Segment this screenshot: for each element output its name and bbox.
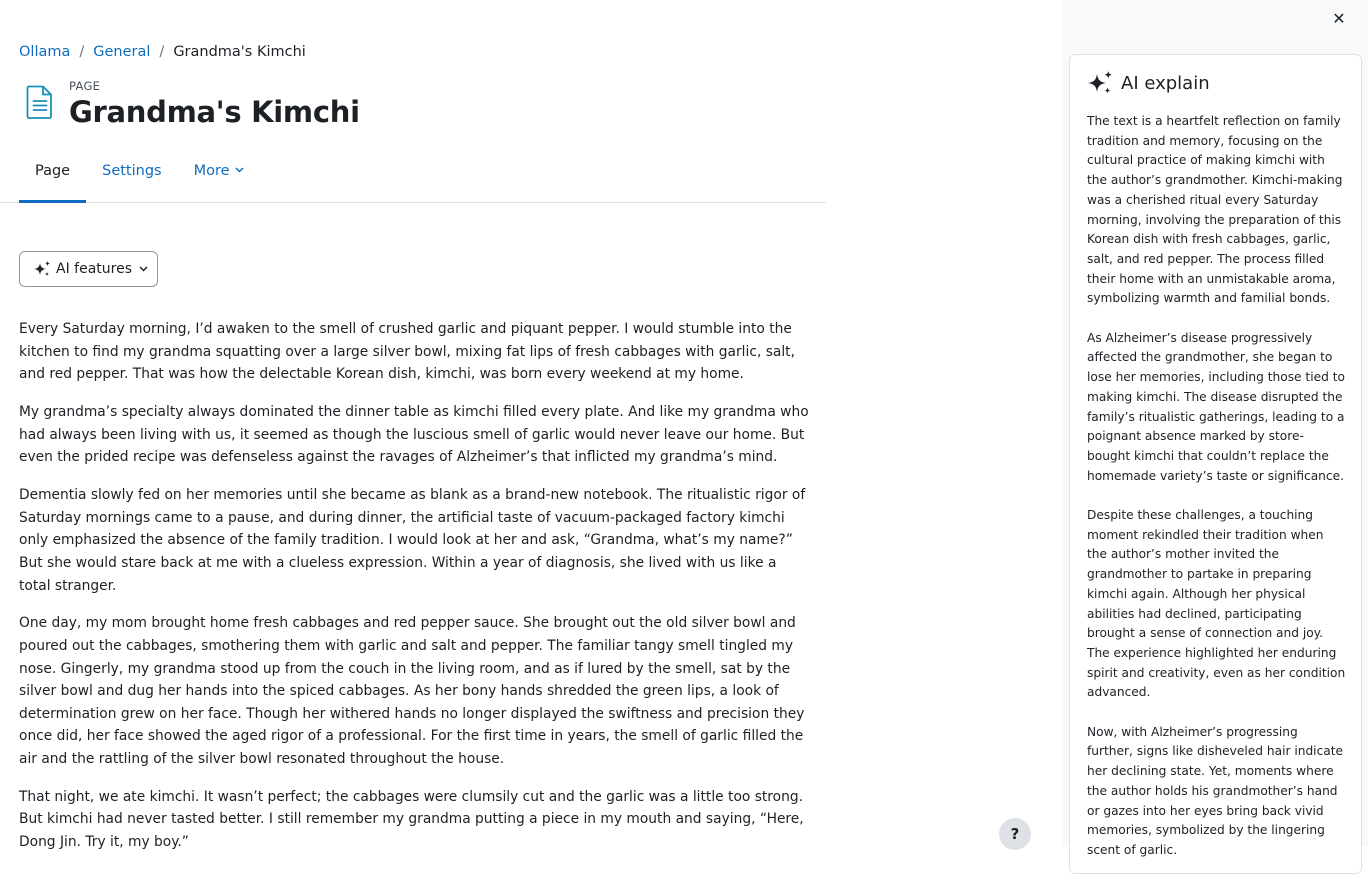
ai-explain-card: [1069, 54, 1362, 874]
page-title: Grandma's Kimchi: [69, 95, 360, 129]
page-document-icon: [24, 84, 56, 120]
secondary-navigation: [0, 150, 826, 203]
content-paragraph: That night, we ate kimchi. It wasn’t perfect; the cabbages were clumsily cut and the garlic was a little too strong. But kimchi had never tasted better. I still remember my grandma putting a piece in my mouth and saying, “Here, Dong Jin. Try it, my boy.”: [19, 788, 804, 851]
ai-explain-text: [1087, 112, 1347, 880]
breadcrumb: [19, 44, 306, 60]
page-content: [19, 318, 809, 869]
ai-features-button[interactable]: [19, 251, 158, 287]
sparkle-icon: [1085, 69, 1115, 97]
content-paragraph: Dementia slowly fed on her memories until she became as blank as a brand-new notebook. The ritualistic rigor of Saturday mornings came to a pause, and during dinner, the artificial taste of vacuum-packaged factory kimchi only emphasized the absence of the family tradition. I would look at her and ask, “Grandma, what’s my name?” But she would stare back at me with a clueless expression. Within a year of diagnosis, she lived with us like a total stranger.: [19, 487, 806, 594]
breadcrumb-separator: /: [159, 44, 165, 60]
tab-more[interactable]: More: [178, 150, 260, 202]
ai-drawer: [1063, 0, 1368, 857]
page-header: [24, 78, 360, 130]
sparkle-icon: [32, 260, 52, 278]
ai-explain-header: [1085, 69, 1210, 97]
tab-page[interactable]: Page: [19, 150, 86, 203]
page-kind-label: PAGE: [69, 79, 101, 93]
close-icon[interactable]: ✕: [1332, 8, 1346, 28]
content-paragraph: One day, my mom brought home fresh cabbages and red pepper sauce. She brought out the old silver bowl and poured out the cabbages, smothering them with garlic and salt and pepper. The familiar tangy smell tingled my nose. Gingerly, my grandma stood up from the couch in the living room, and as if lured by the smell, sat by the silver bowl and dug her hands into the spiced cabbages. As her bony hands shredded the green lips, a look of determination grew on her face. Though her withered hands no longer displayed the swiftness and precision they once did, her face showed the aged rigor of a professional. For the first time in years, the smell of garlic filled the air and the rattling of the silver bowl resonated throughout the house.: [19, 615, 805, 767]
tab-settings[interactable]: Settings: [102, 163, 162, 179]
ai-explain-paragraph: Despite these challenges, a touching moment rekindled their tradition when the author’s mother invited the grandmother to partake in preparing kimchi again. Although her physical abilities had declined, participating brought a sense of connection and joy. The experience highlighted her enduring spirit and creativity, even as her condition advanced.: [1087, 508, 1346, 700]
chevron-down-icon: [139, 266, 148, 272]
breadcrumb-current: Grandma's Kimchi: [173, 44, 306, 60]
breadcrumb-link-ollama[interactable]: Ollama: [19, 44, 71, 60]
ai-explain-paragraph: The text is a heartfelt reflection on family tradition and memory, focusing on the cultural practice of making kimchi with the author’s grandmother. Kimchi-making was a cherished ritual every Saturday morning, involving the preparation of this Korean dish with fresh cabbages, garlic, salt, and red pepper. The process filled their home with an unmistakable aroma, symbolizing warmth and familial bonds.: [1087, 114, 1343, 306]
breadcrumb-link-general[interactable]: General: [93, 44, 151, 60]
help-button[interactable]: ?: [999, 818, 1031, 850]
content-paragraph: My grandma’s specialty always dominated the dinner table as kimchi filled every plate. And like my grandma who had always been living with us, it seemed as though the luscious smell of garlic would never leave our home. But even the prided recipe was defenseless against the ravages of Alzheimer’s that inflicted my grandma’s mind.: [19, 404, 809, 466]
ai-features-label: AI features: [56, 261, 132, 277]
breadcrumb-separator: /: [79, 44, 85, 60]
ai-explain-title: AI explain: [1121, 72, 1210, 94]
chevron-down-icon: [235, 167, 244, 173]
ai-explain-paragraph: As Alzheimer’s disease progressively affected the grandmother, she began to lose her memories, including those tied to making kimchi. The disease disrupted the family’s ritualistic gatherings, leading to a poignant absence marked by store-bought kimchi that couldn’t replace the homemade variety’s taste or significance.: [1087, 330, 1345, 483]
content-paragraph: Every Saturday morning, I’d awaken to the smell of crushed garlic and piquant pepper. I would stumble into the kitchen to find my grandma squatting over a large silver bowl, mixing fat lips of fresh cabbages with garlic, salt, and red pepper. That was how the delectable Korean dish, kimchi, was born every weekend at my home.: [19, 321, 795, 383]
ai-explain-paragraph: Now, with Alzheimer’s progressing further, signs like disheveled hair indicate her declining state. Yet, moments where the author holds his grandmother’s hand or gazes into her eyes bring back vivid memories, symbolized by the lingering scent of garlic.: [1087, 724, 1344, 857]
